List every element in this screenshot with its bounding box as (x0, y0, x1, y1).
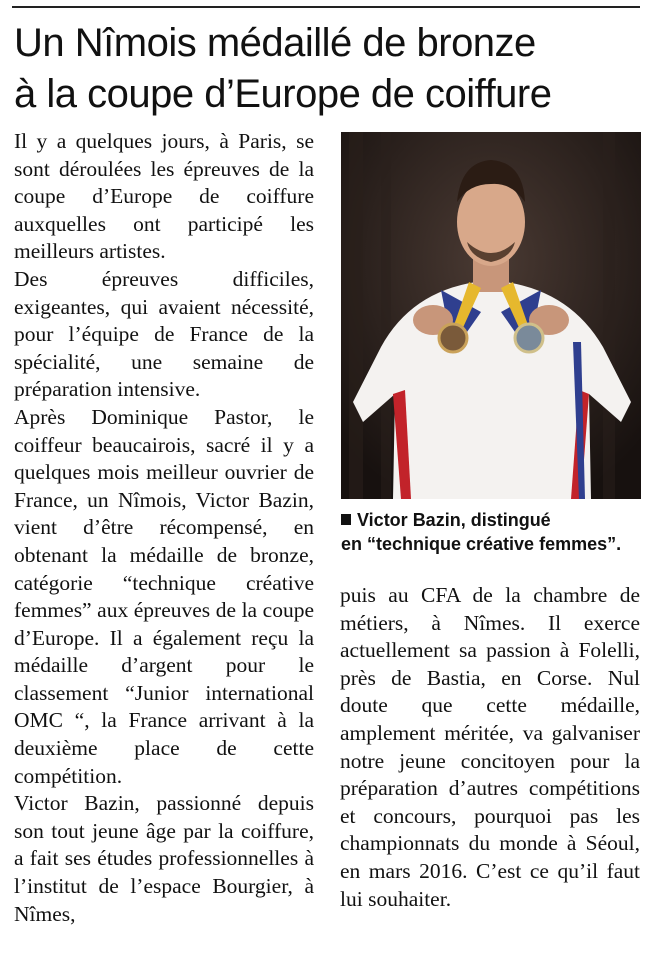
paragraph: Il y a quelques jours, à Paris, se sont déroulées les épreuves de la coupe d’Europe de coiffure auxquelles ont participé les meilleurs artistes. (14, 129, 314, 264)
caption-square-icon (341, 514, 351, 525)
paragraph: Des épreuves difficiles, exigeantes, qui avaient nécessité, pour l’équipe de France de la spécialité, une semaine de préparation intensive. (14, 266, 314, 402)
photo-caption (341, 508, 646, 556)
headline-line-2: à la coupe d’Europe de coiffure (14, 72, 552, 116)
paragraph: Après Dominique Pastor, le coiffeur beaucairois, sacré il y a quelques mois meilleur ouvrier de France, un Nîmois, Victor Bazin, vient d’être récompensé, en obtenant la médaille de bronze, catégorie “technique créative femmes” aux épreuves de la coupe d’Europe. Il a également reçu la médaille d’argent pour le classement “Junior international OMC “, la France arrivant à la deuxième place de cette compétition. (14, 404, 314, 788)
photo-illustration (341, 132, 641, 499)
caption-line-2: en “technique créative femmes”. (341, 534, 622, 554)
top-rule (12, 6, 640, 8)
portrait-photo (341, 132, 641, 499)
headline-line-1: Un Nîmois médaillé de bronze (14, 21, 536, 65)
caption-line-1: Victor Bazin, distingué (357, 510, 551, 530)
headline (14, 18, 654, 120)
paragraph: Victor Bazin, passionné depuis son tout jeune âge par la coiffure, a fait ses études professionnelles à l’institut de l’espace Bourgier, à Nîmes, (14, 791, 314, 926)
paragraph: puis au CFA de la chambre de métiers, à Nîmes. Il exerce actuellement sa passion à Folelli, près de Bastia, en Corse. Nul doute que cette médaille, amplement méritée, va galvaniser notre jeune concitoyen pour la préparation d’autres compétitions et concours, pourquoi pas les championnats du monde à Séoul, en mars 2016. C’est ce qu’il faut lui souhaiter. (340, 583, 640, 911)
article-column-2 (340, 582, 640, 913)
article-column-1 (14, 128, 314, 928)
